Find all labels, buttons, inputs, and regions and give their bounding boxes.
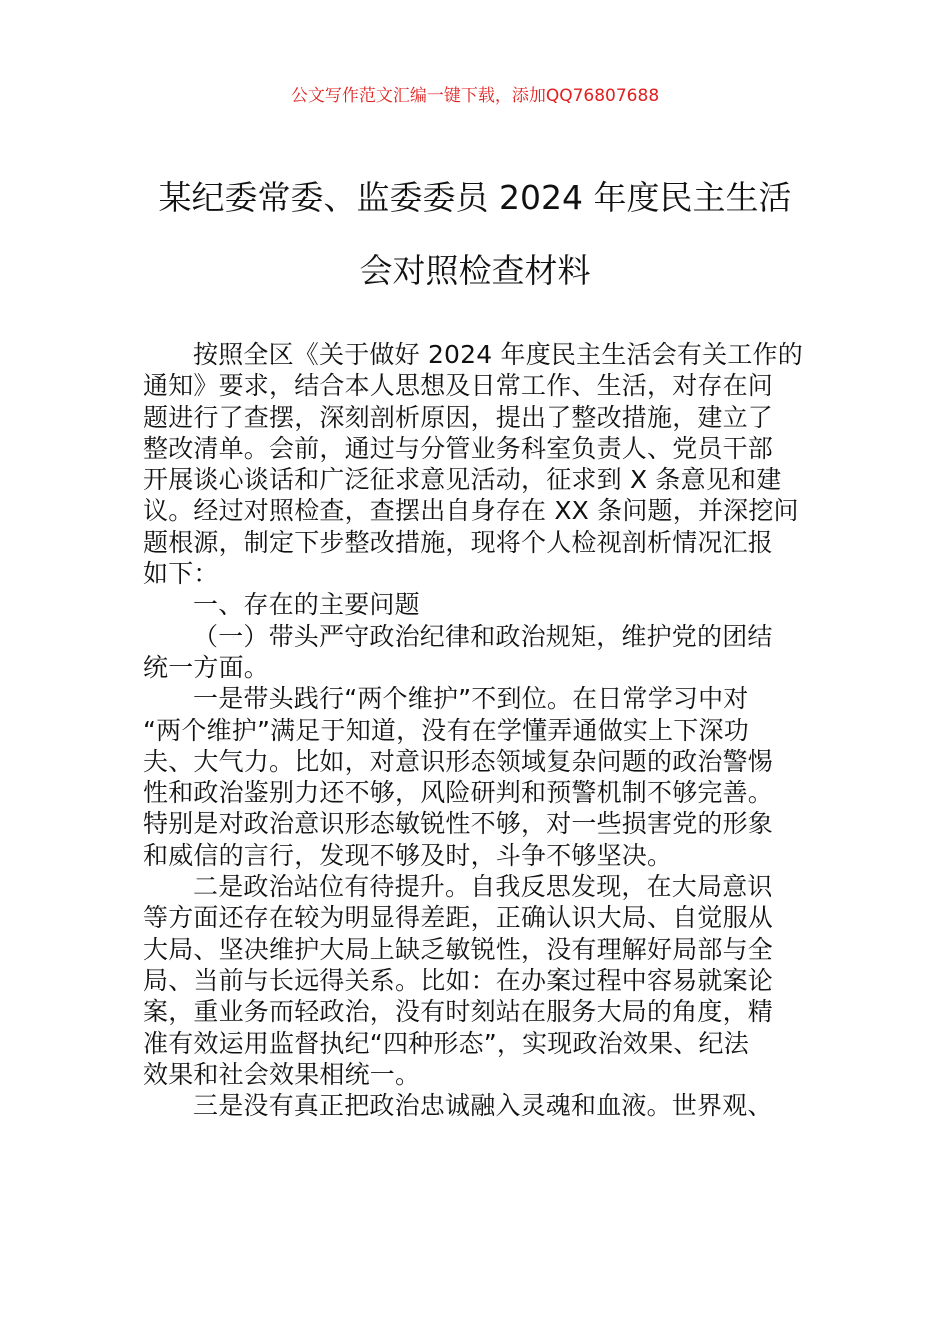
issue-two-paragraph-line: 局、当前与长远得关系。比如：在办案过程中容易就案论 bbox=[143, 965, 774, 995]
issue-two-paragraph-line: 效果和社会效果相统一。 bbox=[143, 1059, 421, 1089]
section-heading: 一、存在的主要问题 bbox=[193, 590, 420, 620]
issue-one-paragraph-line: 和威信的言行，发现不够及时，斗争不够坚决。 bbox=[143, 840, 673, 870]
subsection-heading-line: （一）带头严守政治纪律和政治规矩，维护党的团结 bbox=[193, 621, 773, 651]
issue-two-paragraph-line: 等方面还存在较为明显得差距，正确认识大局、自觉服从 bbox=[143, 903, 774, 933]
issue-one-paragraph-line: 夫、大气力。比如，对意识形态领域复杂问题的政治警惕 bbox=[143, 746, 774, 776]
intro-paragraph-line: 题根源，制定下步整改措施，现将个人检视剖析情况汇报 bbox=[143, 527, 774, 557]
document-title-line-1: 某纪委常委、监委委员 2024 年度民主生活 bbox=[158, 178, 792, 217]
intro-paragraph-line: 整改清单。会前，通过与分管业务科室负责人、党员干部 bbox=[143, 433, 774, 463]
intro-paragraph-line: 按照全区《关于做好 2024 年度民主生活会有关工作的 bbox=[193, 340, 803, 369]
document-body bbox=[143, 339, 813, 1121]
intro-paragraph-line: 题进行了查摆，深刻剖析原因，提出了整改措施，建立了 bbox=[143, 402, 774, 432]
subsection-heading-line: 统一方面。 bbox=[143, 652, 270, 682]
issue-one-paragraph-line: 一是带头践行“两个维护”不到位。在日常学习中对 bbox=[193, 684, 749, 714]
issue-two-paragraph-line: 二是政治站位有待提升。自我反思发现，在大局意识 bbox=[193, 872, 773, 902]
intro-paragraph-line: 开展谈心谈话和广泛征求意见活动，征求到 X 条意见和建 bbox=[143, 465, 782, 495]
intro-paragraph-line: 议。经过对照检查，查摆出自身存在 XX 条问题，并深挖问 bbox=[143, 496, 799, 526]
intro-paragraph-line: 如下： bbox=[143, 559, 219, 589]
issue-one-paragraph-line: 性和政治鉴别力还不够，风险研判和预警机制不够完善。 bbox=[143, 778, 774, 808]
download-promo-banner: 公文写作范文汇编一键下载，添加QQ76807688 bbox=[290, 86, 660, 106]
issue-two-paragraph-line: 大局、坚决维护大局上缺乏敏锐性，没有理解好局部与全 bbox=[143, 934, 774, 964]
issue-one-paragraph-line: “两个维护”满足于知道，没有在学懂弄通做实上下深功 bbox=[143, 715, 749, 745]
issue-two-paragraph-line: 案，重业务而轻政治，没有时刻站在服务大局的角度，精 bbox=[143, 997, 774, 1027]
intro-paragraph-line: 通知》要求，结合本人思想及日常工作、生活，对存在问 bbox=[143, 371, 774, 401]
issue-two-paragraph-line: 准有效运用监督执纪“四种形态”，实现政治效果、纪法 bbox=[143, 1028, 749, 1058]
document-title-line-2: 会对照检查材料 bbox=[359, 251, 591, 290]
issue-three-paragraph-line: 三是没有真正把政治忠诚融入灵魂和血液。世界观、 bbox=[193, 1091, 773, 1121]
issue-one-paragraph-line: 特别是对政治意识形态敏锐性不够，对一些损害党的形象 bbox=[143, 809, 774, 839]
